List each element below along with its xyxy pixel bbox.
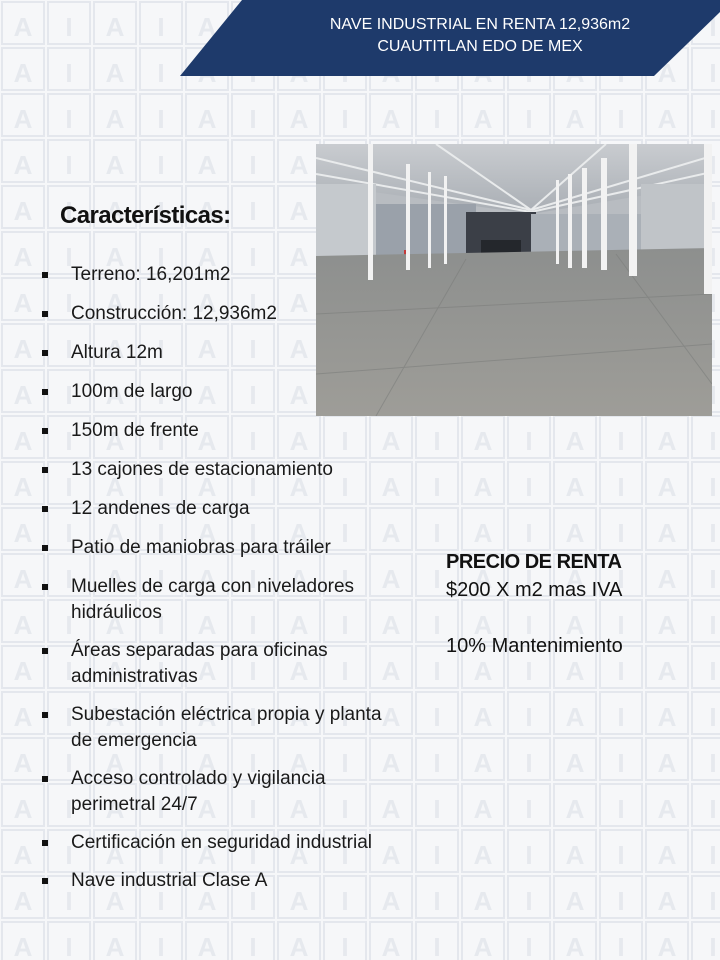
feature-text: 150m de frente xyxy=(71,420,199,441)
banner-title-line2: CUAUTITLAN EDO DE MEX xyxy=(377,38,583,55)
price-amount: $200 X m2 mas IVA xyxy=(446,579,623,601)
features-heading: Características: xyxy=(60,202,231,229)
feature-text: Nave industrial Clase A xyxy=(71,870,268,891)
feature-text: Altura 12m xyxy=(71,342,163,363)
feature-text: Áreas separadas para oficinas administrativas xyxy=(71,640,328,687)
features-list xyxy=(40,262,400,894)
feature-text: Subestación eléctrica propia y planta de emergencia xyxy=(71,704,382,751)
banner-title-line1: NAVE INDUSTRIAL EN RENTA 12,936m2 xyxy=(329,16,631,33)
feature-text: Patio de maniobras para tráiler xyxy=(71,537,331,558)
feature-text: Muelles de carga con niveladores hidráulicos xyxy=(71,576,355,623)
feature-item xyxy=(40,457,400,483)
feature-text: Construcción: 12,936m2 xyxy=(71,303,277,324)
feature-item xyxy=(40,340,400,366)
feature-text: Terreno: 16,201m2 xyxy=(71,264,231,285)
maintenance-fee: 10% Mantenimiento xyxy=(446,635,623,657)
feature-item xyxy=(40,535,400,561)
feature-item xyxy=(40,830,400,856)
feature-item xyxy=(40,638,400,690)
feature-item xyxy=(40,301,400,327)
feature-item xyxy=(40,379,400,405)
price-block xyxy=(446,548,623,660)
feature-item xyxy=(40,262,400,288)
feature-text: Certificación en seguridad industrial xyxy=(71,832,372,853)
feature-item xyxy=(40,868,400,894)
feature-item xyxy=(40,496,400,522)
price-title: PRECIO DE RENTA xyxy=(446,551,622,573)
feature-item xyxy=(40,574,400,626)
feature-text: Acceso controlado y vigilancia perimetral 24/7 xyxy=(71,768,326,815)
feature-text: 12 andenes de carga xyxy=(71,498,250,519)
feature-text: 100m de largo xyxy=(71,381,193,402)
banner-title xyxy=(300,14,660,58)
feature-item xyxy=(40,702,400,754)
feature-item xyxy=(40,418,400,444)
feature-item xyxy=(40,766,400,818)
feature-text: 13 cajones de estacionamiento xyxy=(71,459,333,480)
